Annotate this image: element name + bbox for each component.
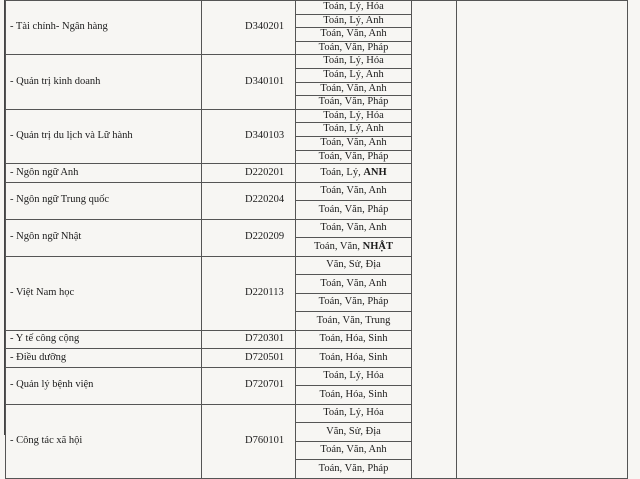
subject-combination	[296, 109, 412, 123]
subject-combination	[296, 367, 412, 386]
subject-combination	[296, 275, 412, 294]
subject-combination	[296, 238, 412, 257]
subject-combination-text: Toán, Lý, Anh	[323, 14, 384, 26]
subject-combination	[296, 41, 412, 55]
subject-combination-text: Toán, Lý, Hóa	[323, 407, 384, 419]
subject-combination	[296, 256, 412, 275]
major-code: D340201	[202, 1, 296, 55]
subject-combination-text: Văn, Sử, Địa	[326, 259, 381, 271]
subject-combination	[296, 82, 412, 96]
major-name: - Ngôn ngữ Trung quốc	[6, 182, 202, 219]
major-code: D220201	[202, 164, 296, 183]
subject-combination-text: Toán, Văn, Pháp	[318, 462, 389, 474]
subject-combination-text: Văn, Sử, Địa	[326, 425, 381, 437]
major-code: D340101	[202, 55, 296, 109]
major-code: D220209	[202, 219, 296, 256]
major-name: - Ngôn ngữ Anh	[6, 164, 202, 183]
subject-combination	[296, 460, 412, 479]
major-code: D220204	[202, 182, 296, 219]
emphasized-subject: ANH	[363, 166, 387, 178]
major-code: D720701	[202, 367, 296, 404]
subject-combination	[296, 96, 412, 110]
subject-combination-text: Toán, Văn, Pháp	[318, 96, 389, 108]
subject-combination-text: Toán, Văn, Anh	[320, 444, 387, 456]
admissions-table-page	[4, 0, 628, 474]
subject-combination	[296, 164, 412, 183]
major-code: D760101	[202, 404, 296, 478]
admissions-table	[5, 0, 628, 479]
subject-combination	[296, 136, 412, 150]
major-code: D720501	[202, 349, 296, 368]
subject-combination	[296, 150, 412, 164]
major-name: - Ngôn ngữ Nhật	[6, 219, 202, 256]
subject-combination-text: Toán, Lý, Hóa	[323, 55, 384, 67]
subject-combination	[296, 1, 412, 15]
table-row	[6, 1, 628, 15]
subject-combination	[296, 219, 412, 238]
notes-column	[457, 1, 628, 479]
subject-combination-text: Toán, Văn,	[314, 240, 363, 252]
subject-combination-text: Toán, Văn, Anh	[320, 277, 387, 289]
subject-combination	[296, 423, 412, 442]
subject-combination-text: Toán, Văn, Anh	[320, 28, 387, 40]
subject-combination-text: Toán, Lý, Hóa	[323, 109, 384, 121]
subject-combination	[296, 14, 412, 28]
subject-combination	[296, 441, 412, 460]
admissions-table-body	[6, 1, 628, 479]
major-code: D720301	[202, 330, 296, 349]
subject-combination-text: Toán, Văn, Pháp	[318, 203, 389, 215]
subject-combination	[296, 28, 412, 42]
subject-combination	[296, 55, 412, 69]
subject-combination-text: Toán, Hóa, Sinh	[319, 333, 388, 345]
subject-combination-text: Toán, Hóa, Sinh	[319, 351, 388, 363]
major-name: - Quản trị du lịch và Lữ hành	[6, 109, 202, 163]
subject-combination	[296, 349, 412, 368]
subject-combination-text: Toán, Văn, Pháp	[318, 41, 389, 53]
subject-combination	[296, 330, 412, 349]
subject-combination-text: Toán, Lý, Hóa	[323, 370, 384, 382]
subject-combination	[296, 182, 412, 201]
major-code: D220113	[202, 256, 296, 330]
major-name: - Công tác xã hội	[6, 404, 202, 478]
subject-combination	[296, 123, 412, 137]
major-name: - Điều dưỡng	[6, 349, 202, 368]
major-name: - Quản lý bệnh viện	[6, 367, 202, 404]
emphasized-subject: NHẬT	[362, 240, 393, 252]
major-code: D340103	[202, 109, 296, 163]
subject-combination	[296, 201, 412, 220]
subject-combination-text: Toán, Văn, Anh	[320, 82, 387, 94]
subject-combination-text: Toán, Văn, Pháp	[318, 150, 389, 162]
subject-combination-text: Toán, Văn, Anh	[320, 185, 387, 197]
subject-combination-text: Toán, Văn, Pháp	[318, 296, 389, 308]
subject-combination	[296, 312, 412, 331]
subject-combination-text: Toán, Lý, Anh	[323, 123, 384, 135]
major-name: - Y tế công cộng	[6, 330, 202, 349]
subject-combination-text: Toán, Văn, Anh	[320, 222, 387, 234]
blank-column	[412, 1, 457, 479]
subject-combination-text: Toán, Văn, Trung	[316, 314, 391, 326]
subject-combination	[296, 386, 412, 405]
subject-combination	[296, 68, 412, 82]
subject-combination-text: Toán, Lý, Anh	[323, 69, 384, 81]
subject-combination-text: Toán, Lý, Hóa	[323, 1, 384, 13]
subject-combination-text: Toán, Lý,	[320, 166, 364, 178]
subject-combination-text: Toán, Hóa, Sinh	[319, 388, 388, 400]
subject-combination	[296, 293, 412, 312]
major-name: - Việt Nam học	[6, 256, 202, 330]
subject-combination-text: Toán, Văn, Anh	[320, 136, 387, 148]
major-name: - Quản trị kinh doanh	[6, 55, 202, 109]
major-name: - Tài chính- Ngân hàng	[6, 1, 202, 55]
subject-combination	[296, 404, 412, 423]
